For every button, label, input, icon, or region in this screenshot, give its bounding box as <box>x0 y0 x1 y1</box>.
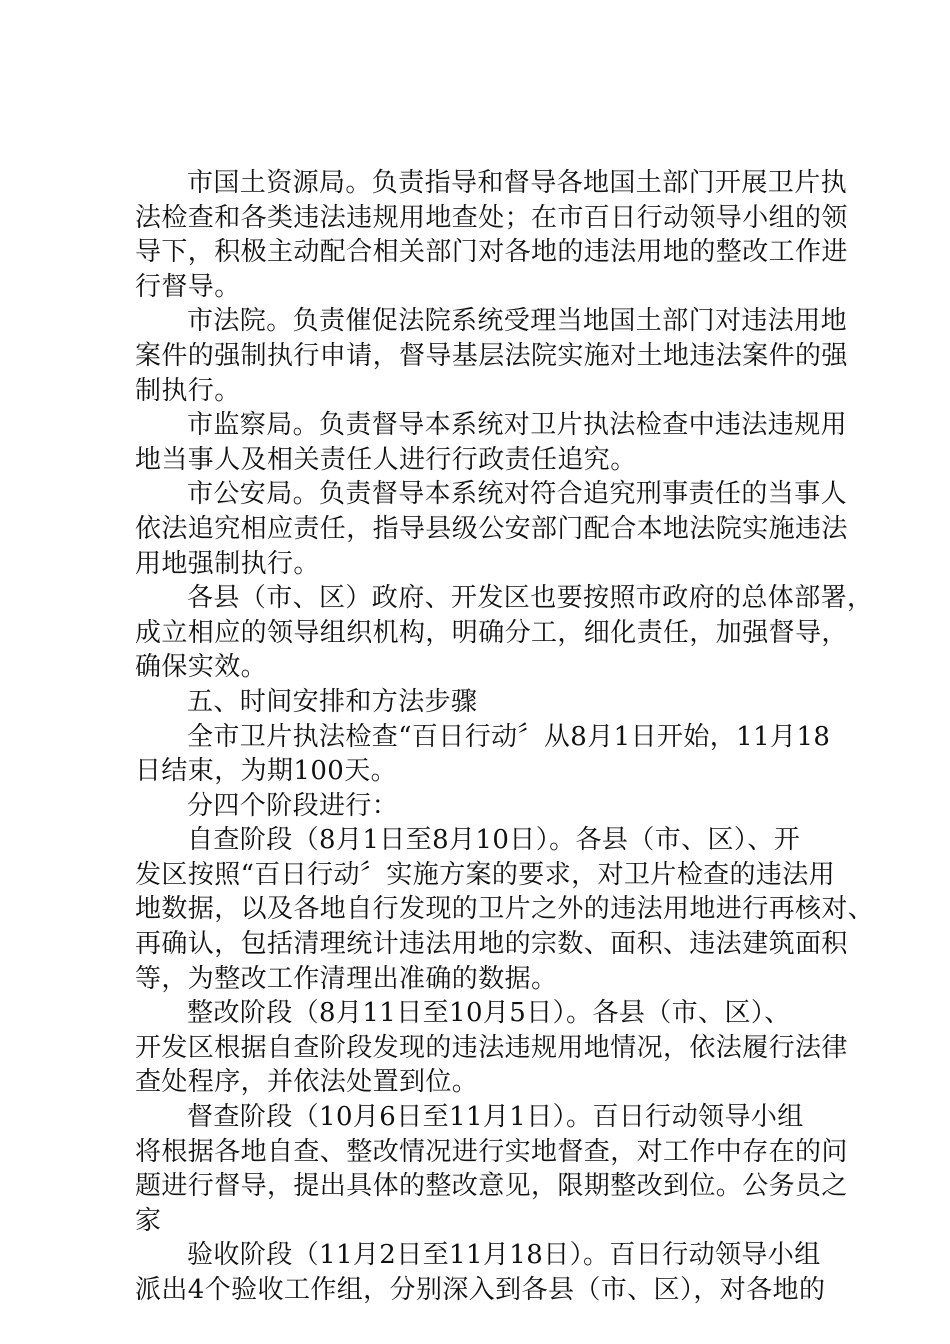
text-line: 派出4个验收工作组，分别深入到各县（市、区），对各地的 <box>135 1275 826 1305</box>
section-heading: 五、时间安排和方法步骤 <box>187 686 478 717</box>
text-line: 案件的强制执行申请，督导基层法院实施对土地违法案件的强 <box>135 340 848 371</box>
text-line: 地数据，以及各地自行发现的卫片之外的违法用地进行再核对、 <box>135 894 875 925</box>
text-line: 市监察局。负责督导本系统对卫片执法检查中违法违规用 <box>187 410 848 441</box>
text-line: 全市卫片执法检查“百日行动〞从8月1日开始，11月18 <box>187 721 831 752</box>
text-line: 发区按照“百日行动〞实施方案的要求，对卫片检查的违法用 <box>135 859 836 890</box>
text-line: 自查阶段（8月1日至8月10日）。各县（市、区）、开 <box>187 825 801 856</box>
document-body <box>135 166 875 1308</box>
text-line: 市国土资源局。负责指导和督导各地国土部门开展卫片执 <box>187 168 848 198</box>
text-line: 日结束，为期100天。 <box>135 756 398 787</box>
text-line: 开发区根据自查阶段发现的违法违规用地情况，依法履行法律 <box>135 1032 848 1063</box>
text-line: 确保实效。 <box>135 652 268 683</box>
text-line: 题进行督导，提出具体的整改意见，限期整改到位。公务员之 <box>135 1171 848 1202</box>
text-line: 制执行。 <box>135 375 241 406</box>
text-line: 将根据各地自查、整改情况进行实地督查，对工作中存在的问 <box>135 1136 848 1167</box>
text-line: 用地强制执行。 <box>135 548 320 579</box>
text-line: 再确认，包括清理统计违法用地的宗数、面积、违法建筑面积 <box>135 929 848 960</box>
text-line: 地当事人及相关责任人进行行政责任追究。 <box>135 444 637 475</box>
text-line: 导下，积极主动配合相关部门对各地的违法用地的整改工作进 <box>135 237 848 268</box>
text-line: 督查阶段（10月6日至11月1日）。百日行动领导小组 <box>187 1102 804 1133</box>
text-line: 成立相应的领导组织机构，明确分工，细化责任，加强督导， <box>135 617 848 648</box>
text-line: 分四个阶段进行： <box>187 790 399 821</box>
text-line: 行督导。 <box>135 271 241 302</box>
text-line: 市公安局。负责督导本系统对符合追究刑事责任的当事人 <box>187 479 848 510</box>
text-line: 整改阶段（8月11日至10月5日）。各县（市、区）、 <box>187 998 791 1029</box>
text-line: 法检查和各类违法违规用地查处；在市百日行动领导小组的领 <box>135 202 848 233</box>
text-line: 家 <box>135 1205 162 1236</box>
text-line: 验收阶段（11月2日至11月18日）。百日行动领导小组 <box>187 1240 821 1271</box>
text-line: 依法追究相应责任，指导县级公安部门配合本地法院实施违法 <box>135 513 848 544</box>
text-line: 各县（市、区）政府、开发区也要按照市政府的总体部署， <box>187 583 874 614</box>
text-line: 查处程序，并依法处置到位。 <box>135 1067 479 1098</box>
text-line: 市法院。负责催促法院系统受理当地国土部门对违法用地 <box>187 306 848 337</box>
text-line: 等，为整改工作清理出准确的数据。 <box>135 963 558 994</box>
